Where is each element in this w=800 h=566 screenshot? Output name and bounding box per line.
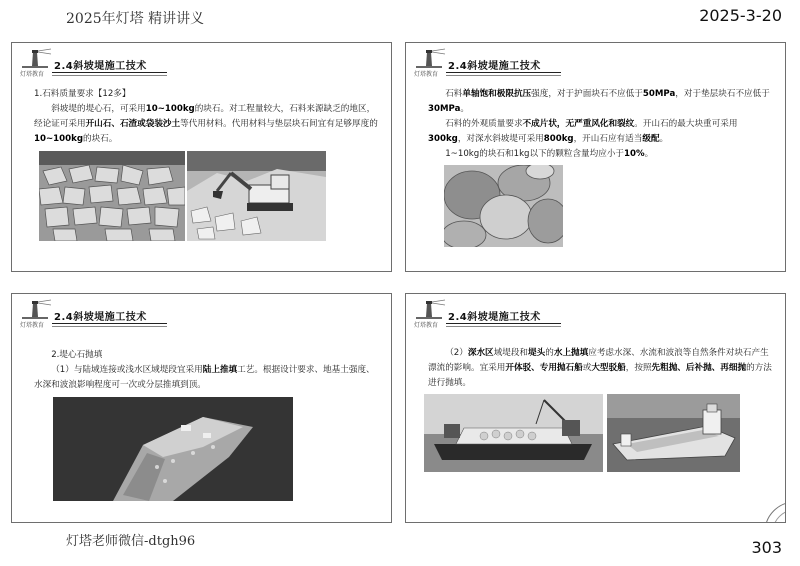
paragraph: （1）与陆域连接或浅水区域堤段宜采用陆上推填工艺。根据设计要求、地基土强度、水深和波浪影响程度可一次或分层推填到顶。 [34, 365, 375, 390]
slide-4 [405, 293, 786, 523]
page-header-title: 2025年灯塔 精讲讲义 [66, 11, 205, 27]
page-header-date: 2025-3-20 [699, 6, 782, 25]
title-underline-thin [446, 326, 561, 327]
paragraph: 石料单轴饱和极限抗压强度，对于护面块石不应低于50MPa，对于垫层块石不应低于30MPa。 [428, 89, 770, 114]
slide-title: 2.4斜坡堤施工技术 [54, 312, 147, 323]
rock-pile-photo [39, 151, 185, 241]
logo-text: 灯塔教育 [414, 71, 439, 78]
slide-title: 2.4斜坡堤施工技术 [54, 61, 147, 72]
paragraph: 斜坡堤的堤心石，可采用10~100kg的块石。对工程量较大，石料来源缺乏的地区，经论证可采用开山石、石渣或袋装沙土等代用材料。代用材料与垫层块石间宜有足够厚度的10~100kg的块石。 [34, 104, 378, 144]
title-underline [446, 323, 561, 324]
logo-text: 灯塔教育 [20, 71, 45, 78]
slide-3 [11, 293, 392, 523]
stone-barge-photo [424, 394, 603, 472]
boulder-photo [444, 165, 563, 247]
page-footer-contact: 灯塔老师微信-dtgh96 [66, 534, 196, 549]
slide-body [428, 346, 773, 391]
paragraph: 石料的外观质量要求不成片状，无严重风化和裂纹。开山石的最大块重可采用300kg，对深水斜坡堤可采用800kg，开山石应有适当级配。 [428, 119, 738, 144]
page-number: 303 [751, 538, 782, 557]
paragraph: （2）深水区域堤段和堤头的水上抛填应考虑水深、水流和波浪等自然条件对块石产生漂流的影响。宜采用开体驳、专用抛石船或大型驳船，按照先粗抛、后补抛、再细抛的方法进行抛填。 [428, 348, 772, 388]
slide-body [34, 87, 379, 147]
logo-text: 灯塔教育 [20, 322, 45, 329]
lighthouse-logo [18, 299, 52, 327]
slide-2 [405, 42, 786, 272]
lighthouse-logo [412, 48, 446, 76]
breakwater-aerial-photo [53, 397, 293, 501]
slide-title: 2.4斜坡堤施工技术 [448, 312, 541, 323]
split-hopper-barge-photo [607, 394, 740, 472]
title-underline-thin [446, 75, 561, 76]
lighthouse-logo [412, 299, 446, 327]
slide-title: 2.4斜坡堤施工技术 [448, 61, 541, 72]
slide-1 [11, 42, 392, 272]
slide-body [34, 348, 379, 393]
excavator-photo [187, 151, 326, 241]
title-underline [446, 72, 561, 73]
title-underline-thin [52, 75, 167, 76]
logo-text: 灯塔教育 [414, 322, 439, 329]
paragraph: 1~10kg的块石和1kg以下的颗粒含量均应小于10%。 [445, 149, 654, 159]
section-heading: 2.堤心石抛填 [51, 350, 103, 360]
corner-decoration [755, 492, 786, 523]
section-heading: 1.石料质量要求【12多】 [34, 89, 131, 99]
title-underline [52, 72, 167, 73]
title-underline-thin [52, 326, 167, 327]
title-underline [52, 323, 167, 324]
lighthouse-logo [18, 48, 52, 76]
slide-body [428, 87, 773, 162]
